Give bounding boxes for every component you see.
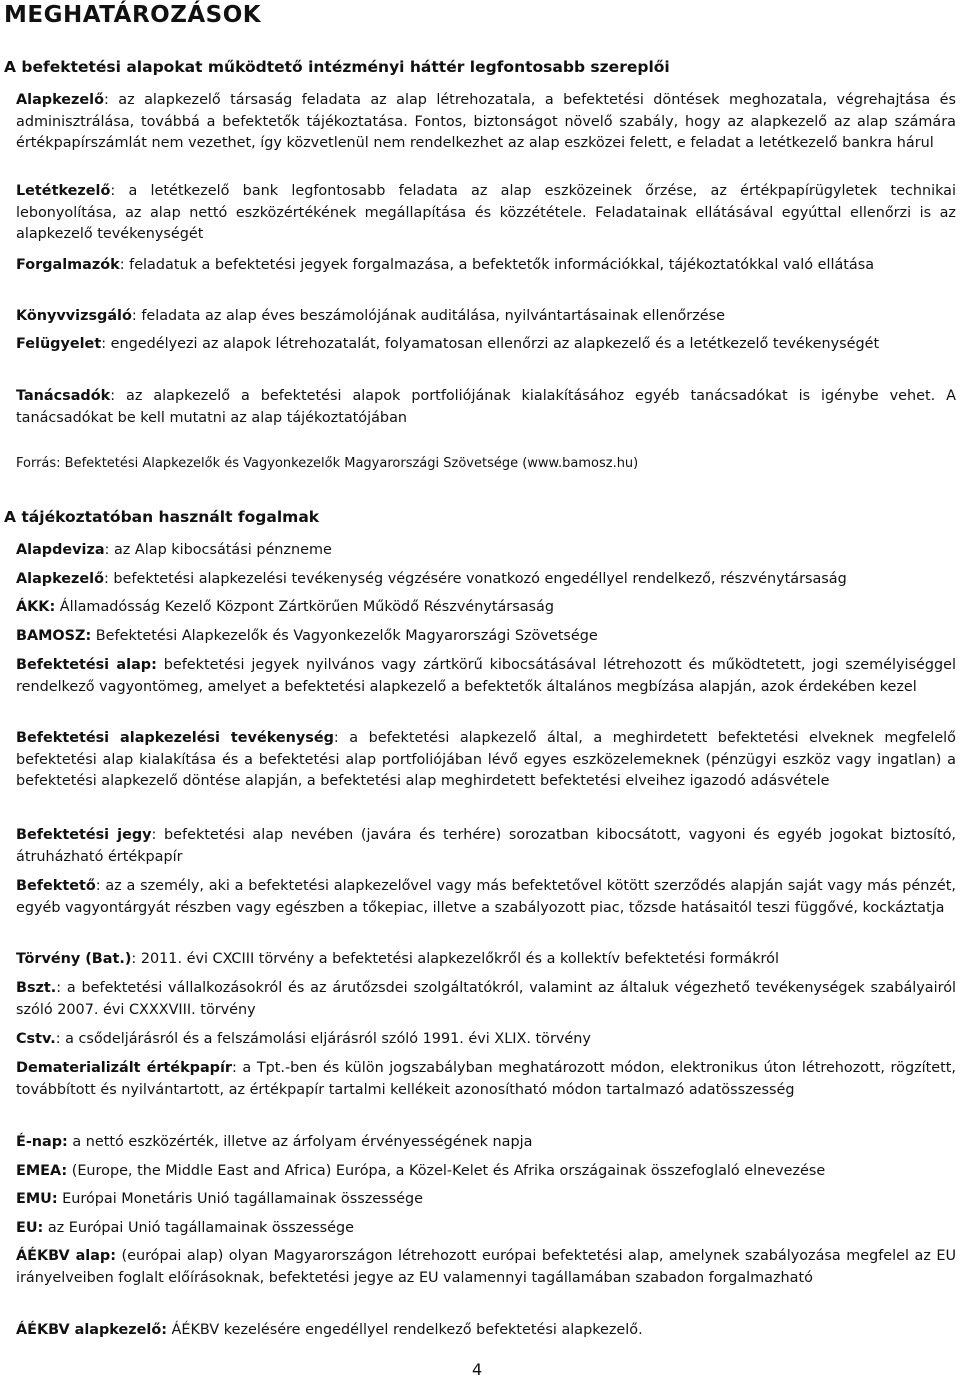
term: Befektető bbox=[16, 878, 96, 894]
term: Alapdeviza bbox=[16, 542, 105, 558]
definition-akk bbox=[16, 597, 956, 619]
definition-alapdeviza bbox=[16, 540, 956, 562]
definition-text: : az a személy, aki a befektetési alapkezelővel vagy más befektetővel kötött szerződés alapján saját vagy más pénzét, egyéb vagyontárgyát részben vagy egészben a tőkepiac, illetve a szabályozott piac, tőzsde hatásaitól teszi függővé, kockáztatja bbox=[16, 878, 956, 916]
section-2-title: A tájékoztatóban használt fogalmak bbox=[4, 508, 320, 526]
definition-alapkezelo-role bbox=[16, 90, 956, 155]
term: ÁÉKBV alapkezelő: bbox=[16, 1322, 167, 1338]
term: Bszt. bbox=[16, 980, 57, 996]
definition-bamosz bbox=[16, 626, 956, 648]
term: EMEA: bbox=[16, 1163, 68, 1179]
term: Befektetési jegy bbox=[16, 827, 152, 843]
definition-aekbv-alapkezelo bbox=[16, 1320, 956, 1342]
definition-text: : befektetési alapkezelési tevékenység végzésére vonatkozó engedéllyel rendelkező, részvénytársaság bbox=[103, 571, 847, 587]
definition-befektetesi-jegy bbox=[16, 825, 956, 868]
term: Alapkezelő bbox=[16, 92, 104, 108]
definition-text: : feladata az alap éves beszámolójának auditálása, nyilvántartásainak ellenőrzése bbox=[131, 308, 725, 324]
term: É-nap: bbox=[16, 1134, 68, 1150]
definition-text: az Európai Unió tagállamainak összessége bbox=[43, 1220, 354, 1236]
definition-alapkezelesi-tevekenyseg bbox=[16, 728, 956, 793]
definition-text: : a letétkezelő bank legfontosabb feladata az alap eszközeinek őrzése, az értékpapírügyletek technikai lebonyolítása, az alap nettó eszközértékének megállapítása és közzététele. Feladatainak ellátásával egyúttal ellenőrzi is az alapkezelő tevékenységét bbox=[16, 183, 956, 242]
page-heading: MEGHATÁROZÁSOK bbox=[4, 2, 262, 28]
term: Alapkezelő bbox=[16, 571, 104, 587]
definition-cstv bbox=[16, 1029, 956, 1051]
source-citation: Forrás: Befektetési Alapkezelők és Vagyonkezelők Magyarországi Szövetsége (www.bamosz.hu) bbox=[16, 456, 639, 471]
definition-torveny bbox=[16, 949, 956, 971]
definition-text: ÁÉKBV kezelésére engedéllyel rendelkező befektetési alapkezelő. bbox=[166, 1322, 643, 1338]
term: Felügyelet bbox=[16, 336, 102, 352]
term: Forgalmazók bbox=[16, 257, 120, 273]
definition-konyvvizsgalo bbox=[16, 306, 956, 328]
definition-dematerializalt bbox=[16, 1058, 956, 1101]
definition-e-nap bbox=[16, 1132, 956, 1154]
term: EU: bbox=[16, 1220, 44, 1236]
definition-eu bbox=[16, 1218, 956, 1240]
term: BAMOSZ: bbox=[16, 628, 92, 644]
definition-text: : befektetési alap nevében (javára és terhére) sorozatban kibocsátott, vagyoni és egyéb jogokat biztosító, átruházható értékpapír bbox=[16, 827, 956, 865]
definition-text: : az Alap kibocsátási pénzneme bbox=[104, 542, 332, 558]
definition-text: Befektetési Alapkezelők és Vagyonkezelők Magyarországi Szövetsége bbox=[91, 628, 598, 644]
term: ÁKK: bbox=[16, 599, 56, 615]
term: Befektetési alap: bbox=[16, 657, 157, 673]
definition-emea bbox=[16, 1161, 956, 1183]
term: Befektetési alapkezelési tevékenység bbox=[16, 730, 334, 746]
definition-text: : az alapkezelő a befektetési alapok portfoliójának kialakításához egyéb tanácsadókat is igénybe vehet. A tanácsadókat be kell mutatni az alap tájékoztatójában bbox=[16, 388, 956, 426]
term: Tanácsadók bbox=[16, 388, 111, 404]
definition-text: : a befektetési alapkezelő által, a meghirdetett befektetési elveknek megfelelő befektetési alap kialakítása és a befektetési alap portfoliójában lévő egyes eszközelemeknek (pénzügyi eszköz vagy ingatlan) a befektetési alapkezelő döntése alapján, a befektetési alap meghirdetett befektetési elveihez igazodó adásvétele bbox=[16, 730, 956, 789]
term: Cstv. bbox=[16, 1031, 56, 1047]
term: EMU: bbox=[16, 1191, 58, 1207]
definition-text: : a Tpt.-ben és külön jogszabályban meghatározott módon, elektronikus úton létrehozott, rögzített, továbbított és nyilvántartott, az értékpapír tartalmi kellékeit azonosítható módon tartalmazó adatösszesség bbox=[16, 1060, 956, 1098]
term: ÁÉKBV alap: bbox=[16, 1248, 116, 1264]
definition-text: : az alapkezelő társaság feladata az alap létrehozatala, a befektetési döntések meghozatala, végrehajtása és adminisztrálása, továbbá a befektetők tájékoztatása. Fontos, biztonságot növelő szabály, hogy az alapkezelő az alap számára értékpapírszámlát nem vezethet, így közvetlenül nem rendelkezhet az alap eszközei felett, e feladat a letétkezelő bankra hárul bbox=[16, 92, 956, 151]
definition-letetkezelo bbox=[16, 181, 956, 246]
definition-text: befektetési jegyek nyilvános vagy zártkörű kibocsátásával létrehozott és működtetett, jogi személyiséggel rendelkező vagyontömeg, amelyet a befektetési alapkezelő a befektetők általános megbízása alapján, azok érdekében kezel bbox=[16, 657, 956, 695]
definition-befektetesi-alap bbox=[16, 655, 956, 698]
term: Törvény (Bat.) bbox=[16, 951, 132, 967]
definition-text: : feladatuk a befektetési jegyek forgalmazása, a befektetők információkkal, tájékoztatókkal való ellátása bbox=[119, 257, 875, 273]
definition-text: Államadósság Kezelő Központ Zártkörűen Működő Részvénytársaság bbox=[55, 599, 554, 615]
definition-bszt bbox=[16, 978, 956, 1021]
definition-emu bbox=[16, 1189, 956, 1211]
definition-text: : engedélyezi az alapok létrehozatalát, folyamatosan ellenőrzi az alapkezelő és a letétkezelő tevékenységét bbox=[101, 336, 880, 352]
term: Dematerializált értékpapír bbox=[16, 1060, 232, 1076]
definition-text: a nettó eszközérték, illetve az árfolyam érvényességének napja bbox=[67, 1134, 533, 1150]
definition-text: (Europe, the Middle East and Africa) Európa, a Közel-Kelet és Afrika országainak összefoglaló elnevezése bbox=[67, 1163, 826, 1179]
definition-text: (európai alap) olyan Magyarországon létrehozott európai befektetési alap, amelynek szabályozása megfelel az EU irányelveiben foglalt előírásoknak, befektetési jegye az EU valamennyi tagállamában szabadon forgalmazható bbox=[16, 1248, 956, 1286]
definition-aekbv-alap bbox=[16, 1246, 956, 1289]
term: Könyvvizsgáló bbox=[16, 308, 132, 324]
definition-text: : a befektetési vállalkozásokról és az árutőzsdei szolgáltatókról, valamint az általuk végezhető tevékenységek szabályairól szóló 2007. évi CXXXVIII. törvény bbox=[16, 980, 956, 1018]
definition-felugyelet bbox=[16, 334, 956, 356]
section-1-title: A befektetési alapokat működtető intézményi háttér legfontosabb szereplői bbox=[4, 58, 670, 76]
definition-text: : a csődeljárásról és a felszámolási eljárásról szóló 1991. évi XLIX. törvény bbox=[55, 1031, 591, 1047]
definition-forgalmazok bbox=[16, 255, 956, 277]
definition-text: Európai Monetáris Unió tagállamainak összessége bbox=[57, 1191, 423, 1207]
definition-text: : 2011. évi CXCIII törvény a befektetési alapkezelőkről és a kollektív befektetési formákról bbox=[131, 951, 779, 967]
definition-befekteto bbox=[16, 876, 956, 919]
definition-alapkezelo bbox=[16, 569, 956, 591]
term: Letétkezelő bbox=[16, 183, 111, 199]
definition-tanacsadok bbox=[16, 386, 956, 429]
page-number: 4 bbox=[472, 1360, 483, 1379]
